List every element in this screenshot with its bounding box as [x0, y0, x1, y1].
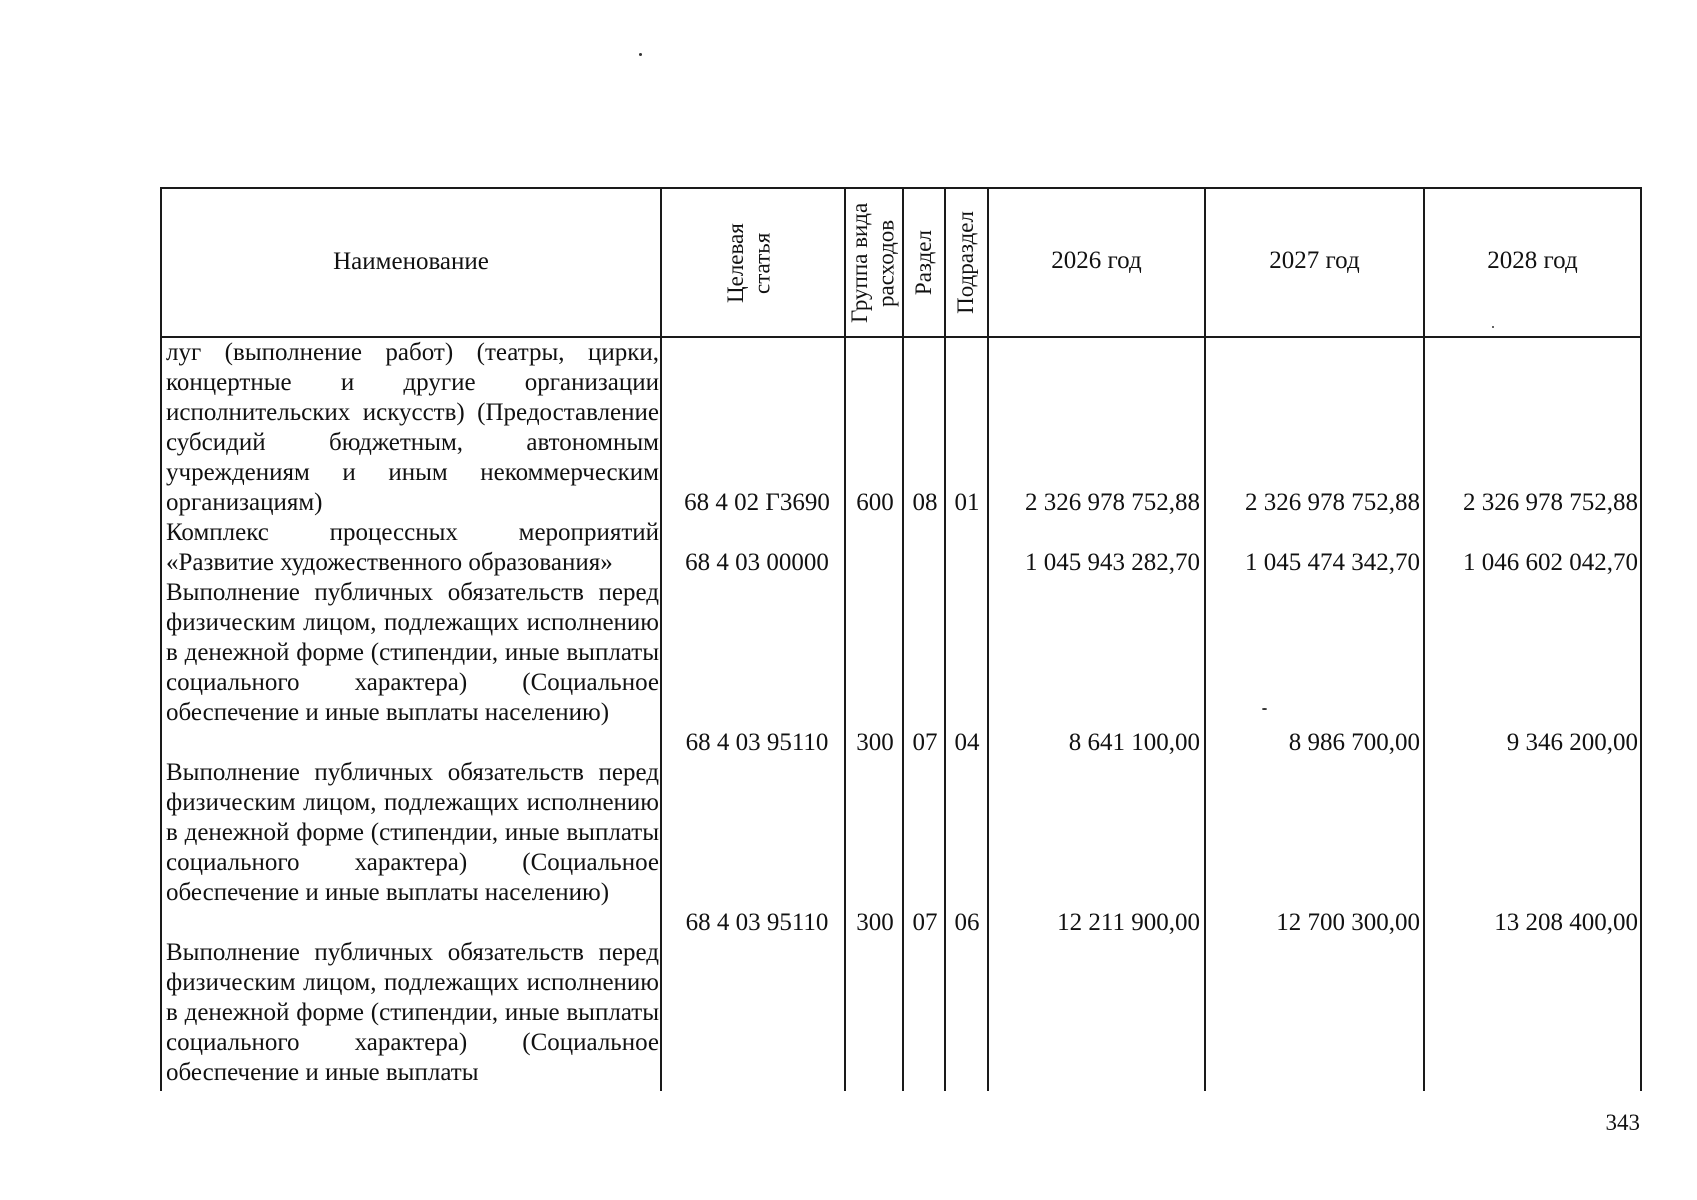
row-name: Выполнение публичных обязательств перед физическим лицом, подлежащих исполнению в денежной форме (стипендии, иные выплаты социального характера) (Социальное обеспечение и иные выплаты — [166, 939, 659, 1086]
row-amount-2028: 9 346 200,00 — [1506, 729, 1638, 756]
row-target-article: 68 4 03 95110 — [685, 729, 829, 756]
header-year-2026: 2026 год — [1051, 247, 1142, 275]
row-name: Выполнение публичных обязательств перед физическим лицом, подлежащих исполнению в денежной форме (стипендии, иные выплаты социального характера) (Социальное обеспечение и иные выплаты населению) — [166, 759, 659, 906]
page-number: 343 — [1605, 1110, 1640, 1135]
header-year-2027: 2027 год — [1269, 247, 1360, 275]
row-amount-2026: 12 211 900,00 — [1057, 909, 1200, 936]
header-subsection-cell — [946, 189, 987, 336]
row-amount-2027: 2 326 978 752,88 — [1245, 489, 1420, 516]
row-amount-2027: 12 700 300,00 — [1276, 909, 1420, 936]
row-amount-2027: 8 986 700,00 — [1288, 729, 1420, 756]
row-amount-2026: 2 326 978 752,88 — [1025, 489, 1200, 516]
row-amount-2026: 1 045 943 282,70 — [1025, 549, 1200, 576]
row-target-article: 68 4 02 Г3690 — [684, 489, 830, 516]
row-amount-2028: 1 046 602 042,70 — [1463, 549, 1638, 576]
scan-speck — [1492, 326, 1494, 328]
header-section-cell — [904, 189, 944, 336]
scan-speck — [1262, 708, 1267, 710]
row-subsection: 01 — [954, 489, 980, 516]
row-section: 07 — [912, 729, 938, 756]
scan-speck — [639, 53, 642, 56]
row-amount-2028: 2 326 978 752,88 — [1463, 489, 1638, 516]
row-name: Выполнение публичных обязательств перед физическим лицом, подлежащих исполнению в денежной форме (стипендии, иные выплаты социального характера) (Социальное обеспечение и иные выплаты населению) — [166, 579, 659, 726]
header-section: Раздел — [910, 229, 936, 296]
header-subsection: Подраздел — [953, 211, 979, 314]
header-year-2028: 2028 год — [1487, 247, 1578, 275]
row-target-article: 68 4 03 00000 — [685, 549, 829, 576]
header-name: Наименование — [333, 248, 489, 276]
row-expense-group: 300 — [856, 729, 894, 756]
row-amount-2027: 1 045 474 342,70 — [1245, 549, 1420, 576]
row-subsection: 06 — [954, 909, 980, 936]
header-target-article-cell — [662, 189, 844, 336]
row-amount-2028: 13 208 400,00 — [1494, 909, 1638, 936]
row-subsection: 04 — [954, 729, 980, 756]
row-section: 08 — [912, 489, 938, 516]
row-section: 07 — [912, 909, 938, 936]
row-name: луг (выполнение работ) (театры, цирки, концертные и другие организации исполнительских искусств) (Предоставление субсидий бюджетным, автономным учреждениям и иным некоммерческим организациям) — [166, 339, 659, 516]
header-target-article: Целевая статья — [723, 222, 775, 303]
row-expense-group: 600 — [856, 489, 894, 516]
header-expense-group-cell — [846, 189, 902, 336]
header-expense-group: Группа вида расходов — [847, 202, 899, 323]
row-target-article: 68 4 03 95110 — [685, 909, 829, 936]
row-amount-2026: 8 641 100,00 — [1068, 729, 1200, 756]
column-border — [1640, 187, 1642, 1091]
row-expense-group: 300 — [856, 909, 894, 936]
row-name: Комплекс процессных мероприятий «Развитие художественного образования» — [166, 519, 659, 576]
